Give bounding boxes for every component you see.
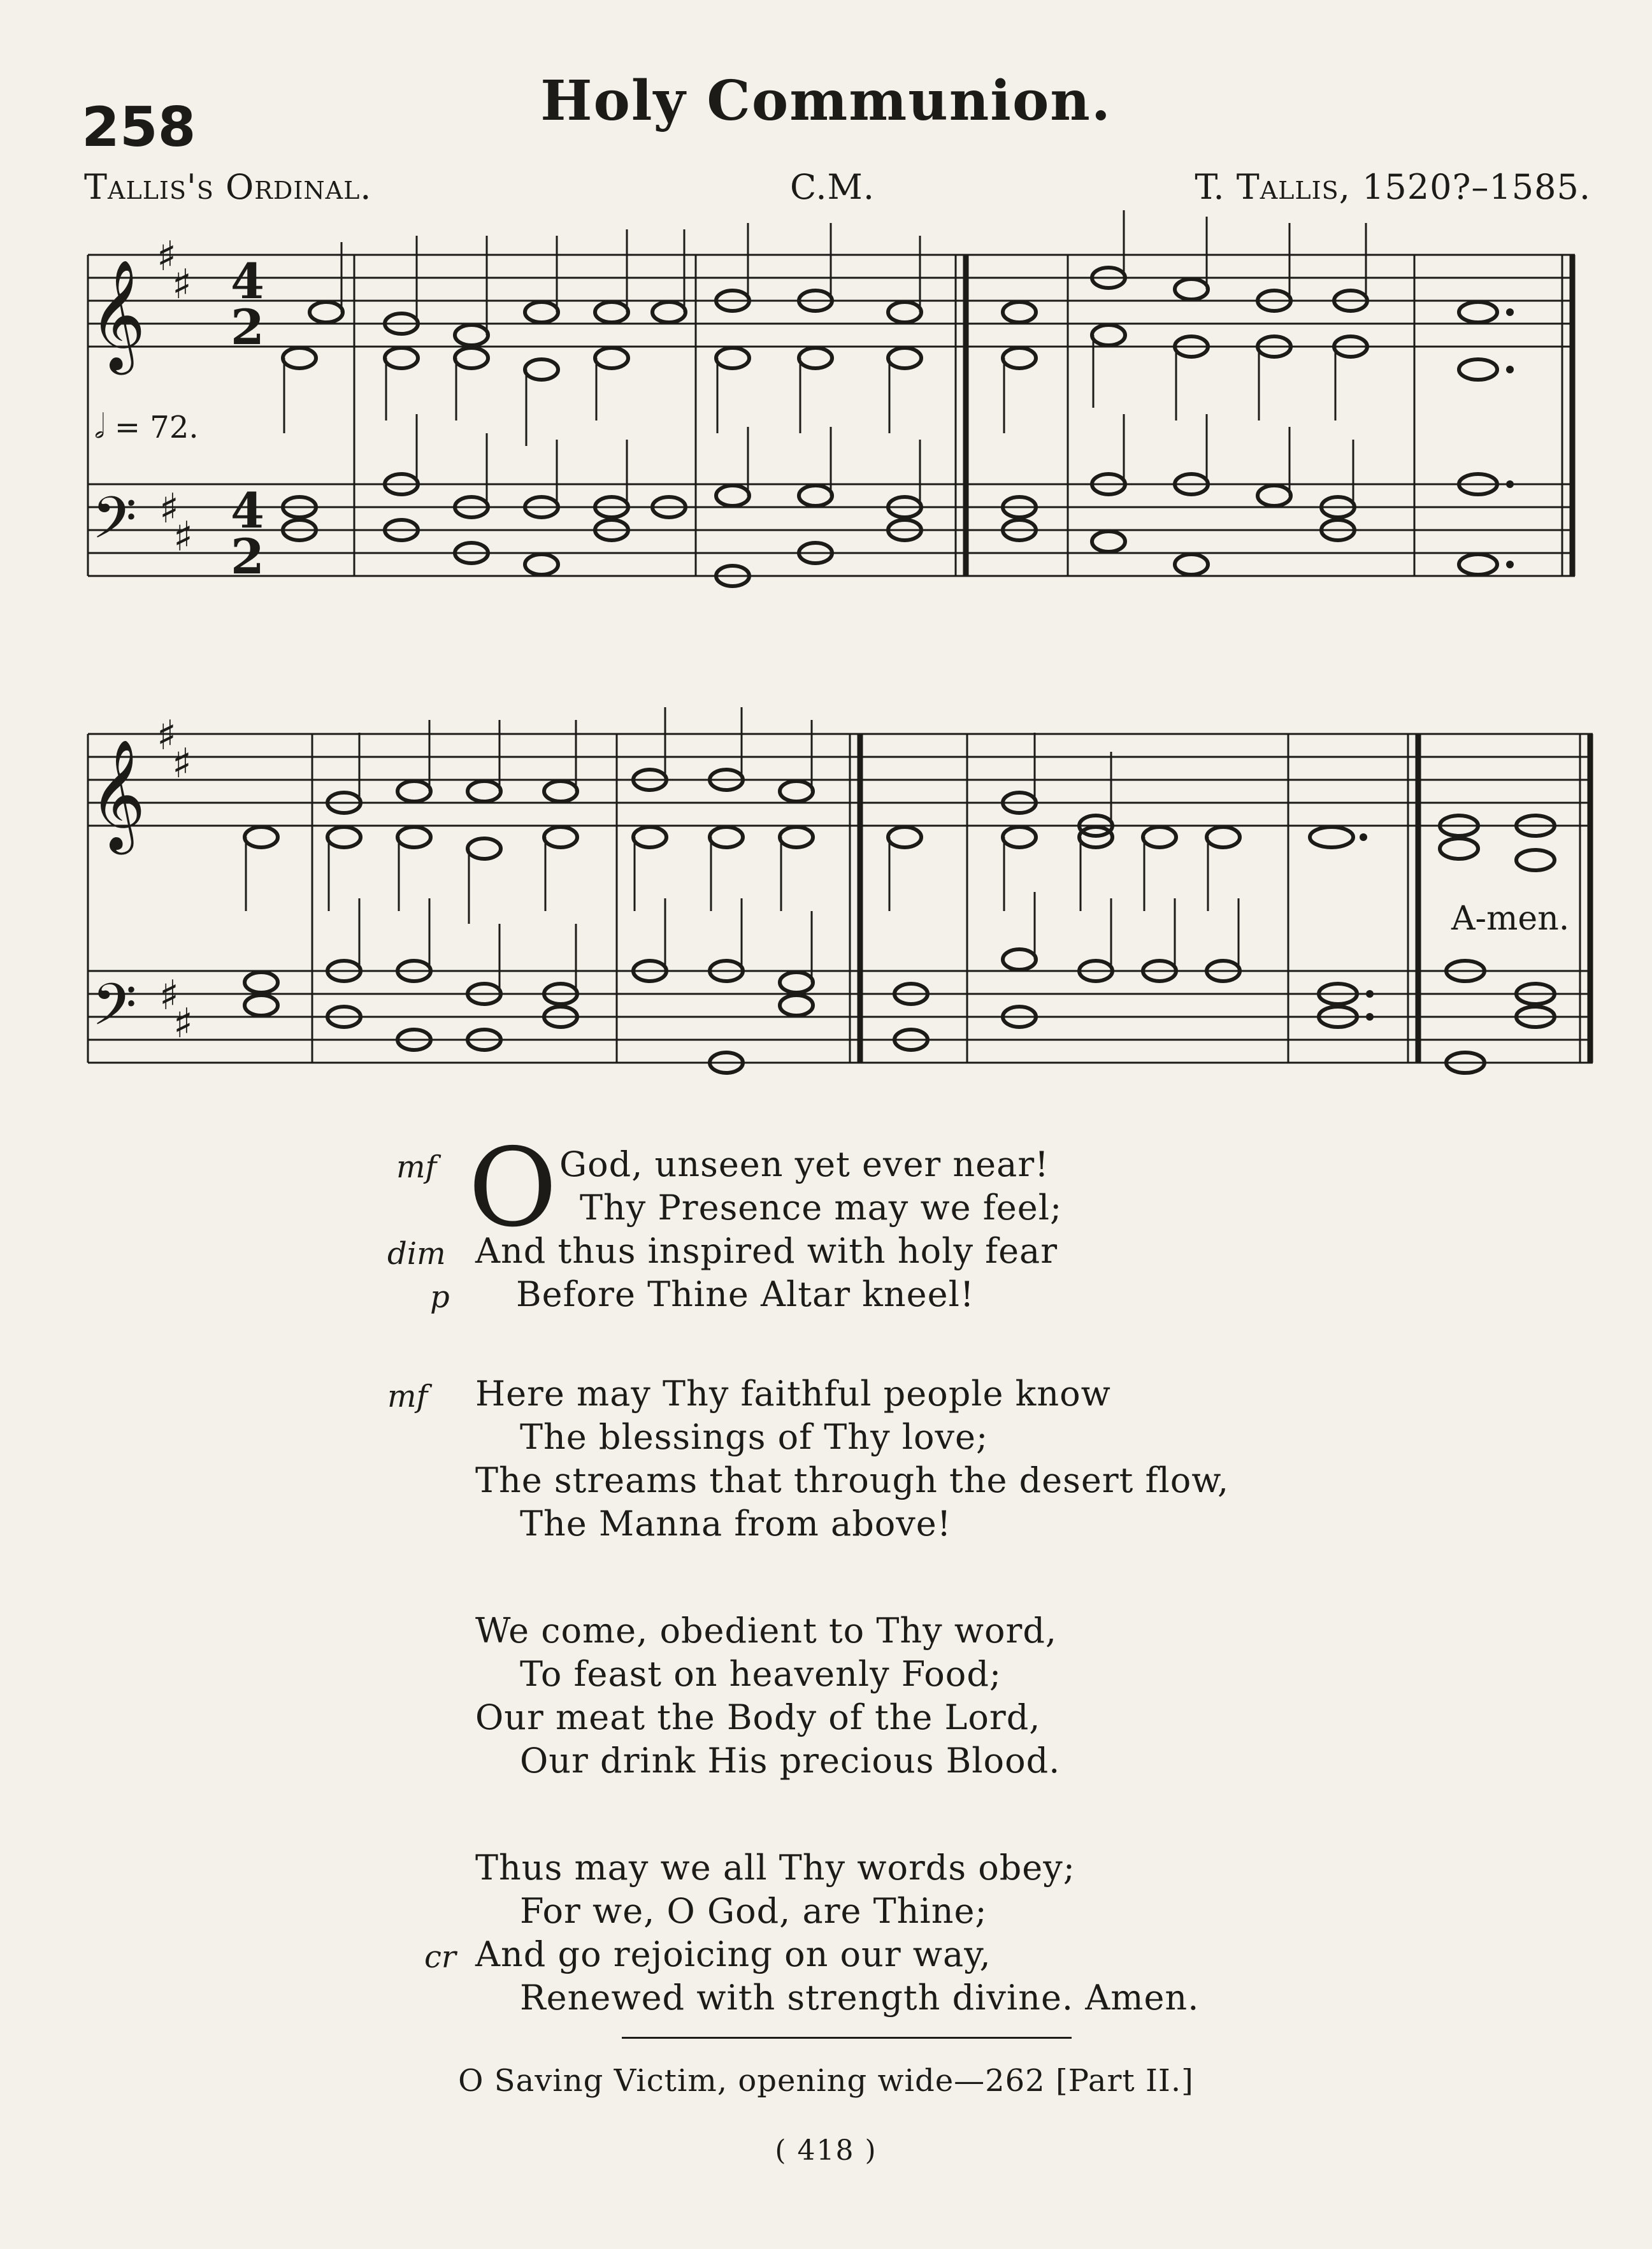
verse-line: Thy Presence may we feel; <box>580 1188 1063 1228</box>
verse-line: The streams that through the desert flow, <box>475 1460 1230 1500</box>
verse-line: And thus inspired with holy fear <box>475 1231 1058 1271</box>
verse-line: Our drink His precious Blood. <box>520 1741 1061 1781</box>
section-title: Holy Communion. <box>540 69 1112 133</box>
svg-text:♯: ♯ <box>172 740 192 787</box>
svg-text:4: 4 <box>231 253 264 310</box>
verse-line: Here may Thy faithful people know <box>475 1374 1111 1414</box>
verse-line: For we, O God, are Thine; <box>520 1891 988 1931</box>
verse-line: Before Thine Altar kneel! <box>516 1274 975 1314</box>
divider <box>622 2037 1072 2039</box>
dynamic-mark: p <box>430 1279 450 1315</box>
verse-line: The Manna from above! <box>520 1504 952 1544</box>
verse-line: God, unseen yet ever near! <box>559 1144 1049 1184</box>
bass-clef-2: 𝄢 <box>92 971 137 1053</box>
tempo-marking <box>94 408 199 447</box>
time-signatures <box>231 253 264 585</box>
key-signatures <box>157 233 193 1047</box>
verse-line: Thus may we all Thy words obey; <box>475 1848 1075 1888</box>
treble-clef-1: 𝄞 <box>89 259 146 370</box>
svg-text:♯: ♯ <box>159 485 179 533</box>
tempo-value: = 72. <box>114 410 199 445</box>
meter: C.M. <box>790 167 875 207</box>
bass-clef-1: 𝄢 <box>92 484 137 566</box>
page-number: ( 418 ) <box>775 2134 877 2167</box>
dynamic-mark: dim <box>387 1236 446 1272</box>
composer: T. Tallis, 1520?–1585. <box>1195 167 1591 207</box>
amen-label: A-men. <box>1451 900 1570 938</box>
svg-text:2: 2 <box>231 299 264 356</box>
svg-text:4: 4 <box>231 482 264 539</box>
clefs <box>89 259 146 1053</box>
note-heads <box>245 268 1555 1073</box>
svg-text:2: 2 <box>231 528 264 585</box>
tune-name: Tallis's Ordinal. <box>84 167 372 207</box>
dynamic-mark: cr <box>424 1939 456 1975</box>
staff-lines <box>88 255 1593 1063</box>
verse-line: And go rejoicing on our way, <box>475 1934 991 1974</box>
drop-cap: O <box>468 1125 557 1251</box>
svg-text:♯: ♯ <box>157 233 176 280</box>
svg-text:♯: ♯ <box>173 1000 193 1047</box>
music-score <box>0 0 1652 1083</box>
dynamic-mark: mf <box>387 1379 428 1414</box>
verse-line: To feast on heavenly Food; <box>520 1654 1002 1694</box>
svg-text:♯: ♯ <box>173 514 193 561</box>
verse-line: Renewed with strength divine. Amen. <box>520 1978 1200 2018</box>
verse-line: Our meat the Body of the Lord, <box>475 1697 1041 1737</box>
svg-text:♯: ♯ <box>172 261 192 308</box>
note-stems <box>246 210 1366 994</box>
hymn-number: 258 <box>82 96 196 159</box>
half-note-icon: 𝅗𝅥 <box>94 408 105 446</box>
dynamic-mark: mf <box>396 1149 437 1185</box>
treble-clef-2: 𝄞 <box>89 739 146 850</box>
cross-reference: O Saving Victim, opening wide—262 [Part II.] <box>458 2063 1194 2099</box>
svg-text:♯: ♯ <box>159 972 179 1019</box>
verse-line: The blessings of Thy love; <box>520 1417 989 1457</box>
svg-text:♯: ♯ <box>157 712 176 759</box>
verse-line: We come, obedient to Thy word, <box>475 1611 1058 1651</box>
